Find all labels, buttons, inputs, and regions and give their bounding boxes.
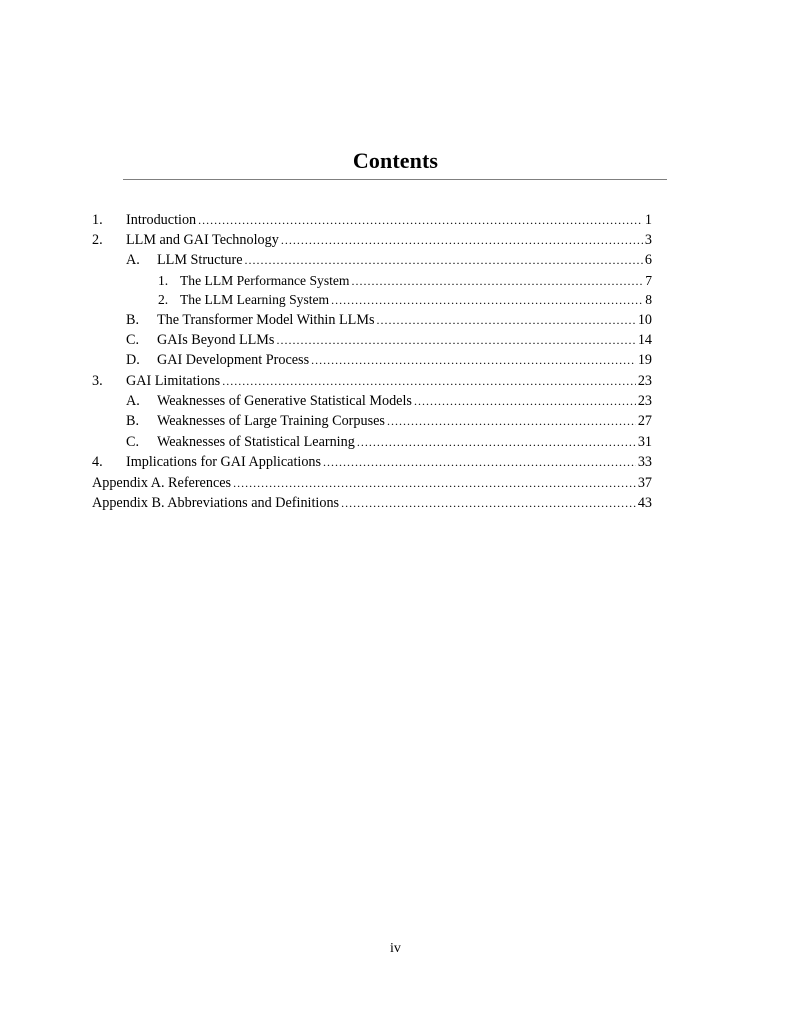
toc-entry-page: 19 (637, 352, 652, 368)
toc-entry-label: Introduction (126, 212, 197, 228)
toc-leader-dots (387, 411, 636, 431)
toc-entry-page: 27 (637, 413, 652, 429)
toc-entry-label: Appendix B. Abbreviations and Definitions (92, 495, 340, 511)
toc-entry[interactable] (126, 310, 652, 330)
toc-entry-number: B. (126, 312, 140, 328)
toc-entry-label: The LLM Learning System (180, 292, 330, 307)
toc-entry-page: 1 (644, 212, 652, 228)
toc-entry[interactable] (158, 271, 652, 291)
toc-leader-dots (276, 330, 635, 350)
toc-leader-dots (352, 271, 644, 291)
toc-leader-dots (357, 432, 636, 452)
toc-entry-label: LLM Structure (157, 252, 243, 268)
toc-entry-page: 33 (637, 454, 652, 470)
toc-leader-dots (222, 371, 636, 391)
toc-entry-page: 43 (637, 495, 652, 511)
toc-entry-number: 1. (92, 212, 103, 228)
toc-entry[interactable] (126, 350, 652, 370)
toc-entry-label: Weaknesses of Statistical Learning (157, 434, 355, 450)
toc-entry-number: D. (126, 352, 140, 368)
toc-entry-number: 4. (92, 454, 103, 470)
toc-entry[interactable] (92, 452, 652, 472)
toc-entry-page: 8 (645, 292, 652, 307)
toc-entry[interactable] (92, 473, 652, 493)
toc-entry-page: 10 (637, 312, 652, 328)
toc-entry-label: Appendix A. References (92, 475, 232, 491)
toc-leader-dots (376, 310, 635, 330)
toc-entry[interactable] (126, 411, 652, 431)
toc-leader-dots (414, 391, 636, 411)
toc-leader-dots (311, 350, 636, 370)
toc-entry[interactable] (126, 391, 652, 411)
toc-entry-number: B. (126, 413, 140, 429)
toc-leader-dots (341, 493, 636, 513)
toc-entry-page: 31 (637, 434, 652, 450)
toc-leader-dots (245, 250, 643, 270)
toc-entry-label: GAIs Beyond LLMs (157, 332, 275, 348)
toc-entry-number: 1. (158, 273, 169, 288)
toc-entry[interactable] (158, 290, 652, 310)
toc-entry-number: C. (126, 332, 140, 348)
toc-entry[interactable] (126, 432, 652, 452)
toc-entry-label: LLM and GAI Technology (126, 232, 279, 248)
toc-entry-number: 2. (92, 232, 103, 248)
toc-leader-dots (198, 210, 643, 230)
toc-leader-dots (281, 230, 643, 250)
toc-entry-page: 7 (645, 273, 652, 288)
toc-entry-page: 23 (637, 393, 652, 409)
toc-entry-number: A. (126, 393, 140, 409)
toc-entry[interactable] (92, 230, 652, 250)
toc-leader-dots (233, 473, 636, 493)
toc-entry-label: Implications for GAI Applications (126, 454, 322, 470)
toc-entry-page: 37 (637, 475, 652, 491)
toc-entry-page: 14 (637, 332, 652, 348)
toc-entry[interactable] (126, 250, 652, 270)
toc-entry[interactable] (92, 371, 652, 391)
toc-entry-label: Weaknesses of Large Training Corpuses (157, 413, 385, 429)
toc-entry-page: 23 (637, 373, 652, 389)
toc-leader-dots (331, 290, 643, 310)
toc-entry-label: Weaknesses of Generative Statistical Models (157, 393, 412, 409)
toc-entry-label: The LLM Performance System (180, 273, 350, 288)
toc-entry-label: The Transformer Model Within LLMs (157, 312, 375, 328)
toc-entry-number: C. (126, 434, 140, 450)
toc-leader-dots (323, 452, 636, 472)
toc-entry-number: 2. (158, 292, 169, 307)
toc-entry[interactable] (126, 330, 652, 350)
toc-entry[interactable] (92, 210, 652, 230)
toc-entry[interactable] (92, 493, 652, 513)
toc-entry-page: 3 (644, 232, 652, 248)
toc-entry-number: A. (126, 252, 140, 268)
page-number: iv (390, 941, 401, 956)
toc-entry-number: 3. (92, 373, 103, 389)
toc-entry-label: GAI Limitations (126, 373, 221, 389)
toc-entry-label: GAI Development Process (157, 352, 310, 368)
page-title: Contents (352, 148, 439, 173)
toc-entry-page: 6 (644, 252, 652, 268)
title-divider (123, 179, 667, 180)
